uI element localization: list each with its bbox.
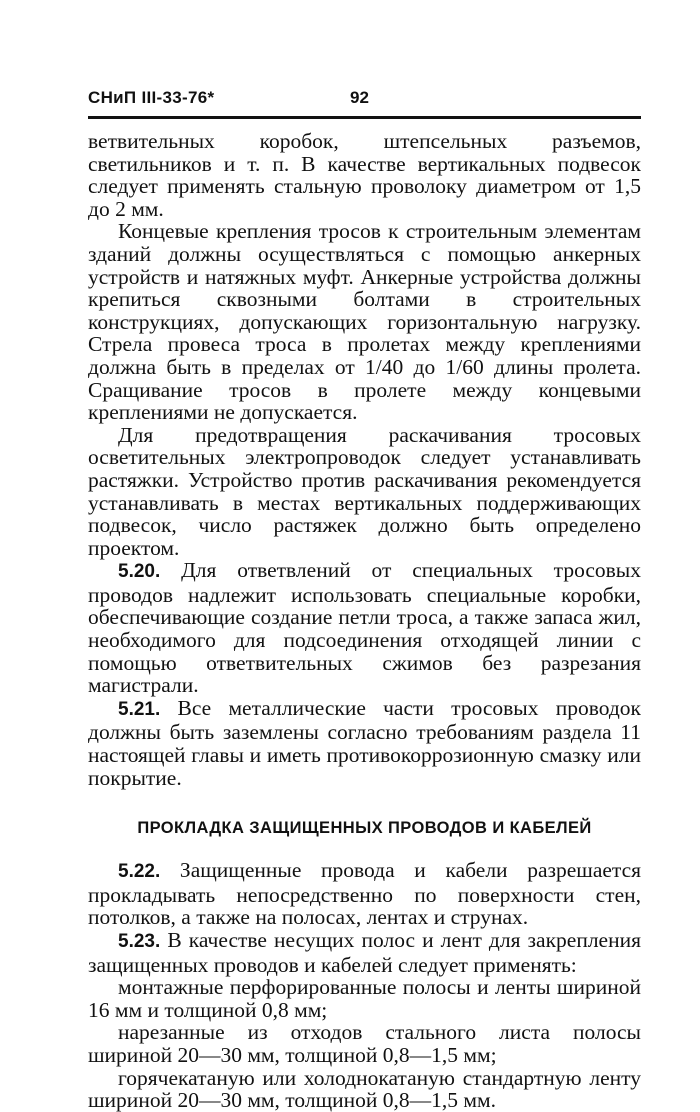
list-item: нарезанные из отходов стального листа полосы шириной 20—30 мм, толщиной 0,8—1,5 мм;	[88, 1020, 641, 1067]
clause-5-21	[88, 697, 641, 789]
clause-5-23	[88, 929, 641, 976]
document-code: СНиП III-33-76*	[88, 88, 215, 107]
section-title: ПРОКЛАДКА ЗАЩИЩЕННЫХ ПРОВОДОВ И КАБЕЛЕЙ	[137, 819, 592, 838]
clause-text: Все металлические части тросовых проводок должны быть заземлены согласно требованиям раздела 11 настоящей главы и иметь противокоррозионную смазку или покрытие.	[88, 695, 642, 790]
clause-text: Для ответвлений от специальных тросовых проводов надлежит использовать специальные коробки, обеспечивающие создание петли троса, а также запаса жил, необходимого для подсоединения отходящей линии с помощью ответвительных сжимов без разрезания магистрали.	[88, 558, 641, 698]
clause-number: 5.23.	[118, 931, 161, 952]
clause-text: В качестве несущих полос и лент для закрепления защищенных проводов и кабелей следует применять:	[88, 928, 641, 977]
list-item: горячекатаную или холоднокатаную стандартную ленту шириной 20—30 мм, толщиной 0,8—1,5 мм.	[88, 1065, 641, 1112]
page-body	[88, 130, 641, 1112]
list-item: монтажные перфорированные полосы и ленты шириной 16 мм и толщиной 0,8 мм;	[88, 975, 641, 1022]
header-rule	[88, 116, 641, 119]
paragraph-cable-anchors: Концевые крепления тросов к строительным элементам зданий должны осуществляться с помощью анкерных устройств и натяжных муфт. Анкерные устройства должны крепиться сквозными болтами в строительных конструкциях, допускающих горизонтальную нагрузку. Стрела провеса троса в пролетах между креплениями должна быть в пределах от 1/40 до 1/60 длины пролета. Сращивание тросов в пролете между концевыми креплениями не допускается.	[88, 219, 641, 425]
paragraph-continuation: ветвительных коробок, штепсельных разъемов, светильников и т. п. В качестве вертикальных подвесок следует применять стальную проволоку диаметром от 1,5 до 2 мм.	[88, 129, 641, 221]
clause-5-22	[88, 859, 641, 929]
clause-text: Защищенные провода и кабели разрешается прокладывать непосредственно по поверхности стен, потолков, а также на полосах, лентах и струнах.	[88, 858, 642, 930]
page-header	[88, 88, 641, 114]
clause-5-20	[88, 559, 641, 697]
clause-number: 5.20.	[118, 561, 161, 583]
paragraph-sway-prevention: Для предотвращения раскачивания тросовых осветительных электропроводок следует устанавливать растяжки. Устройство против раскачивания рекомендуется устанавливать в местах вертикальных поддерживающих подвесок, число растяжек должно быть определено проектом.	[88, 422, 641, 560]
clause-number: 5.21.	[118, 698, 161, 720]
clause-number: 5.22.	[118, 861, 161, 883]
page-number: 92	[350, 88, 369, 107]
